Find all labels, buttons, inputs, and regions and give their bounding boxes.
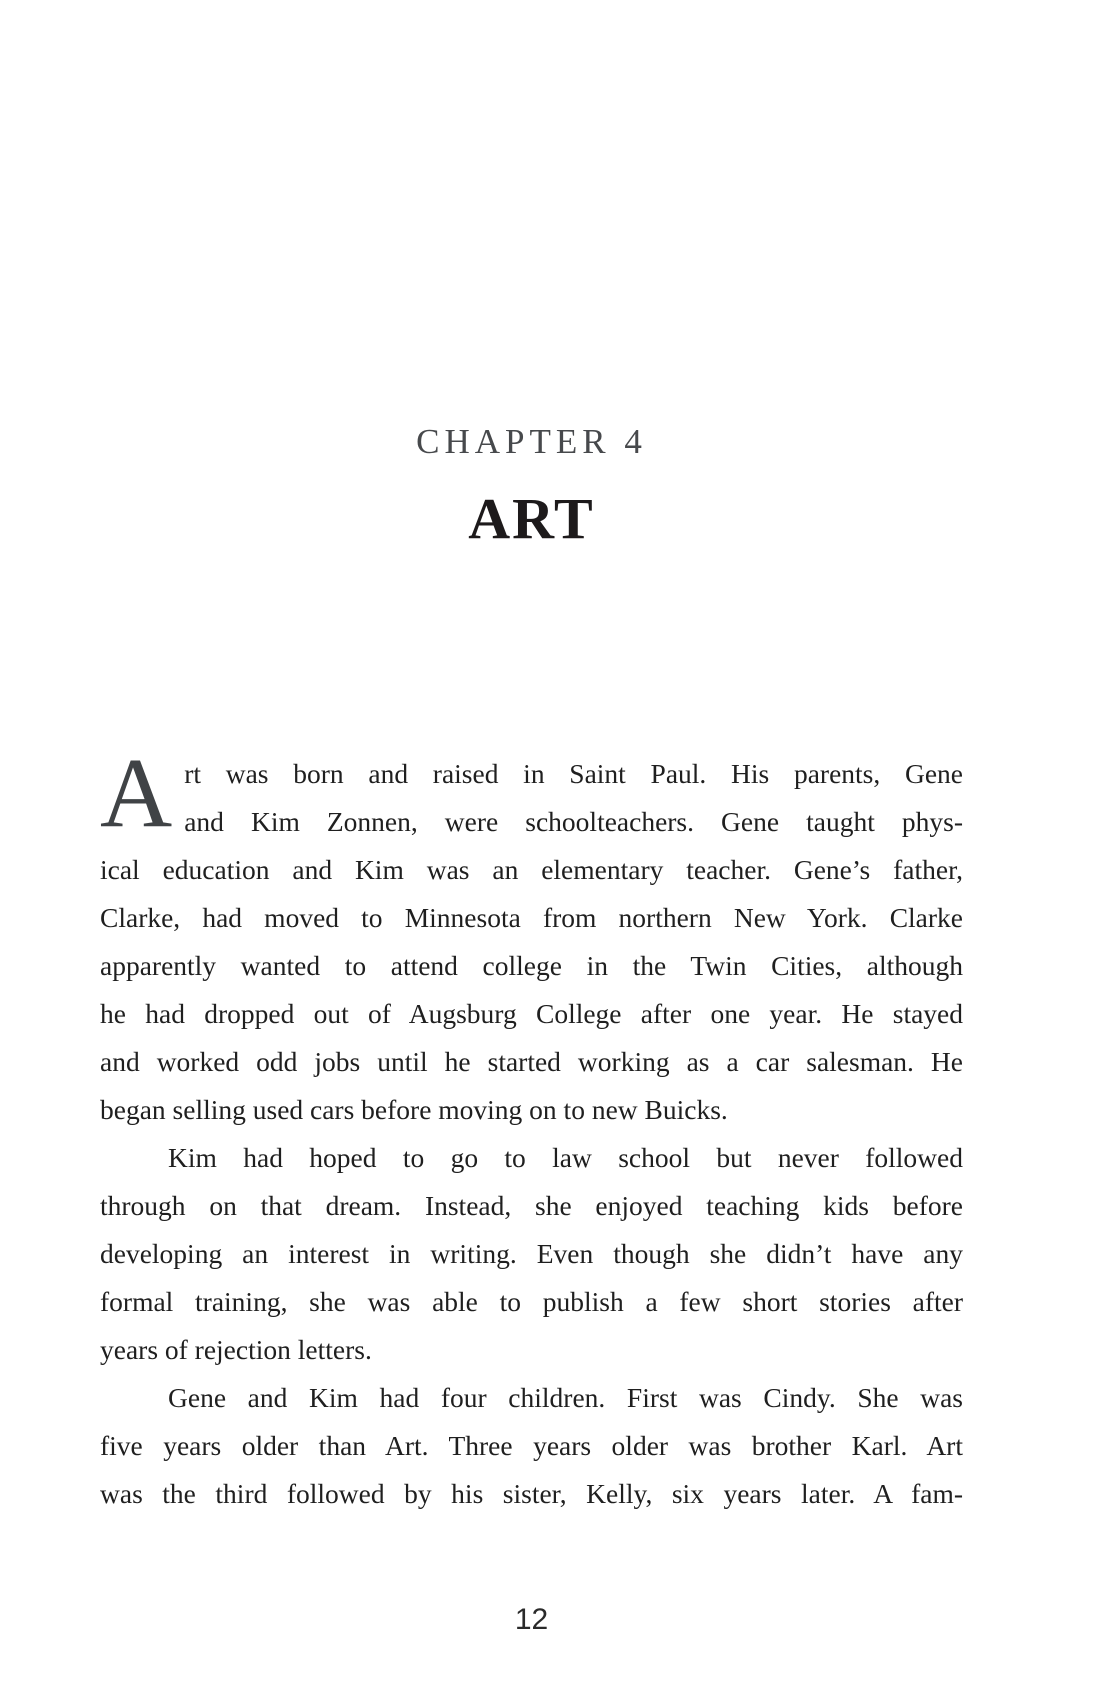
page-number: 12 — [514, 1603, 549, 1636]
text-line: Gene and Kim had four children. First was Cindy. She was — [168, 1382, 963, 1413]
text-line: he had dropped out of Augsburg College after one year. He stayed — [100, 998, 963, 1029]
text-line: years of rejection letters. — [100, 1334, 372, 1365]
text-line: five years older than Art. Three years older was brother Karl. Art — [100, 1430, 963, 1461]
text-line: began selling used cars before moving on to new Buicks. — [100, 1094, 728, 1125]
chapter-label: CHAPTER 4 — [416, 422, 647, 461]
body-text — [100, 737, 963, 1518]
text-line: was the third followed by his sister, Kelly, six years later. A fam- — [100, 1478, 963, 1509]
text-line: formal training, she was able to publish a few short stories after — [100, 1286, 963, 1317]
text-line: apparently wanted to attend college in the Twin Cities, although — [100, 950, 963, 981]
text-line: rt was born and raised in Saint Paul. His parents, Gene — [184, 758, 963, 789]
drop-cap: A — [100, 737, 173, 848]
text-line: and worked odd jobs until he started working as a car salesman. He — [100, 1046, 963, 1077]
text-line: and Kim Zonnen, were schoolteachers. Gene taught phys- — [184, 806, 963, 837]
text-line: through on that dream. Instead, she enjoyed teaching kids before — [100, 1190, 963, 1221]
text-line: Clarke, had moved to Minnesota from northern New York. Clarke — [100, 902, 963, 933]
text-line: Kim had hoped to go to law school but never followed — [168, 1142, 963, 1173]
text-line: ical education and Kim was an elementary teacher. Gene’s father, — [100, 854, 963, 885]
text-line: developing an interest in writing. Even though she didn’t have any — [100, 1238, 963, 1269]
chapter-title: ART — [468, 486, 595, 551]
